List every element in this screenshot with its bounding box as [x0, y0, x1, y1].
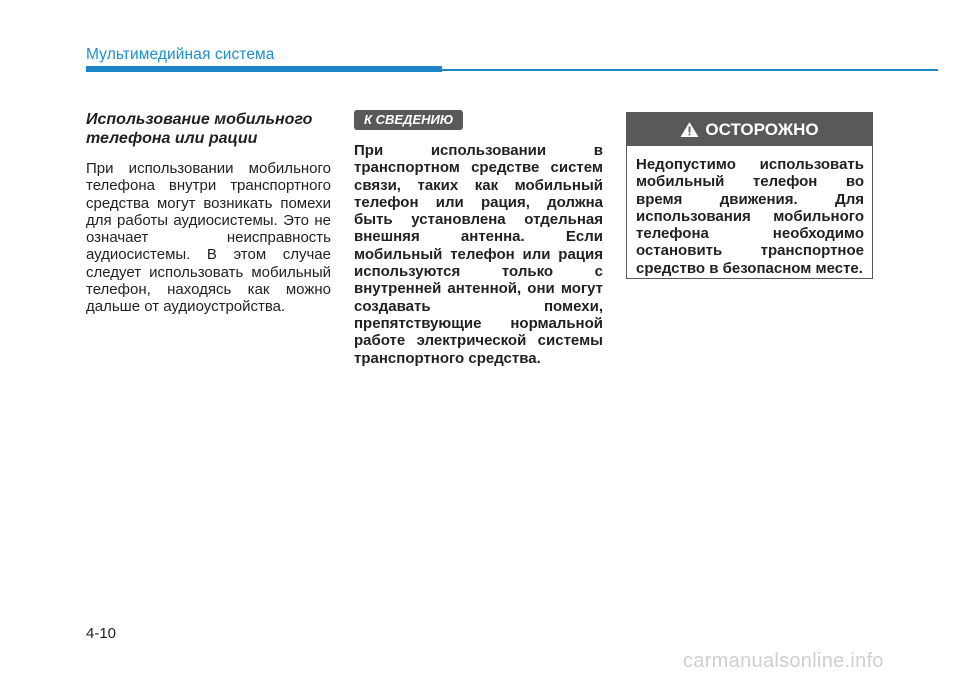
- column-left: [86, 110, 331, 316]
- warning-paragraph: Недопустимо использовать мобильный телефон во время движения. Для использования мобильного телефона необходимо остановить транспортное средство в безопасном месте.: [636, 156, 864, 277]
- warning-title: ОСТОРОЖНО: [705, 119, 819, 139]
- warning-box: [626, 112, 873, 279]
- warning-body: [627, 146, 872, 277]
- subsection-heading: Использование мобильного телефона или рации: [86, 111, 313, 147]
- info-paragraph: При использовании в транспортном средстве систем связи, таких как мобильный телефон или рация, должна быть установлена отдельная внешняя антенна. Если мобильный телефон или рация используются только с внутренней антенной, они могут создавать помехи, препятствующие нормальной работе электрической системы транспортного средства.: [354, 142, 603, 367]
- column-right: [626, 112, 876, 279]
- warning-header: [627, 113, 872, 146]
- warning-triangle-icon: [680, 121, 699, 138]
- body-paragraph: При использовании мобильного телефона внутри транспортного средства могут возникать помехи для работы аудиосистемы. Это не означает неисправность аудиосистемы. В этом случае следует использовать мобильный телефон, находясь как можно дальше от аудиоустройства.: [86, 160, 331, 316]
- page-number: 4-10: [86, 625, 117, 642]
- info-badge: К СВЕДЕНИЮ: [354, 110, 463, 130]
- header-rule-thick: [86, 66, 442, 72]
- watermark: carmanualsonline.info: [683, 650, 884, 672]
- column-middle: [354, 110, 603, 367]
- section-title: Мультимедийная система: [86, 46, 275, 63]
- header-rule-thin: [442, 69, 938, 71]
